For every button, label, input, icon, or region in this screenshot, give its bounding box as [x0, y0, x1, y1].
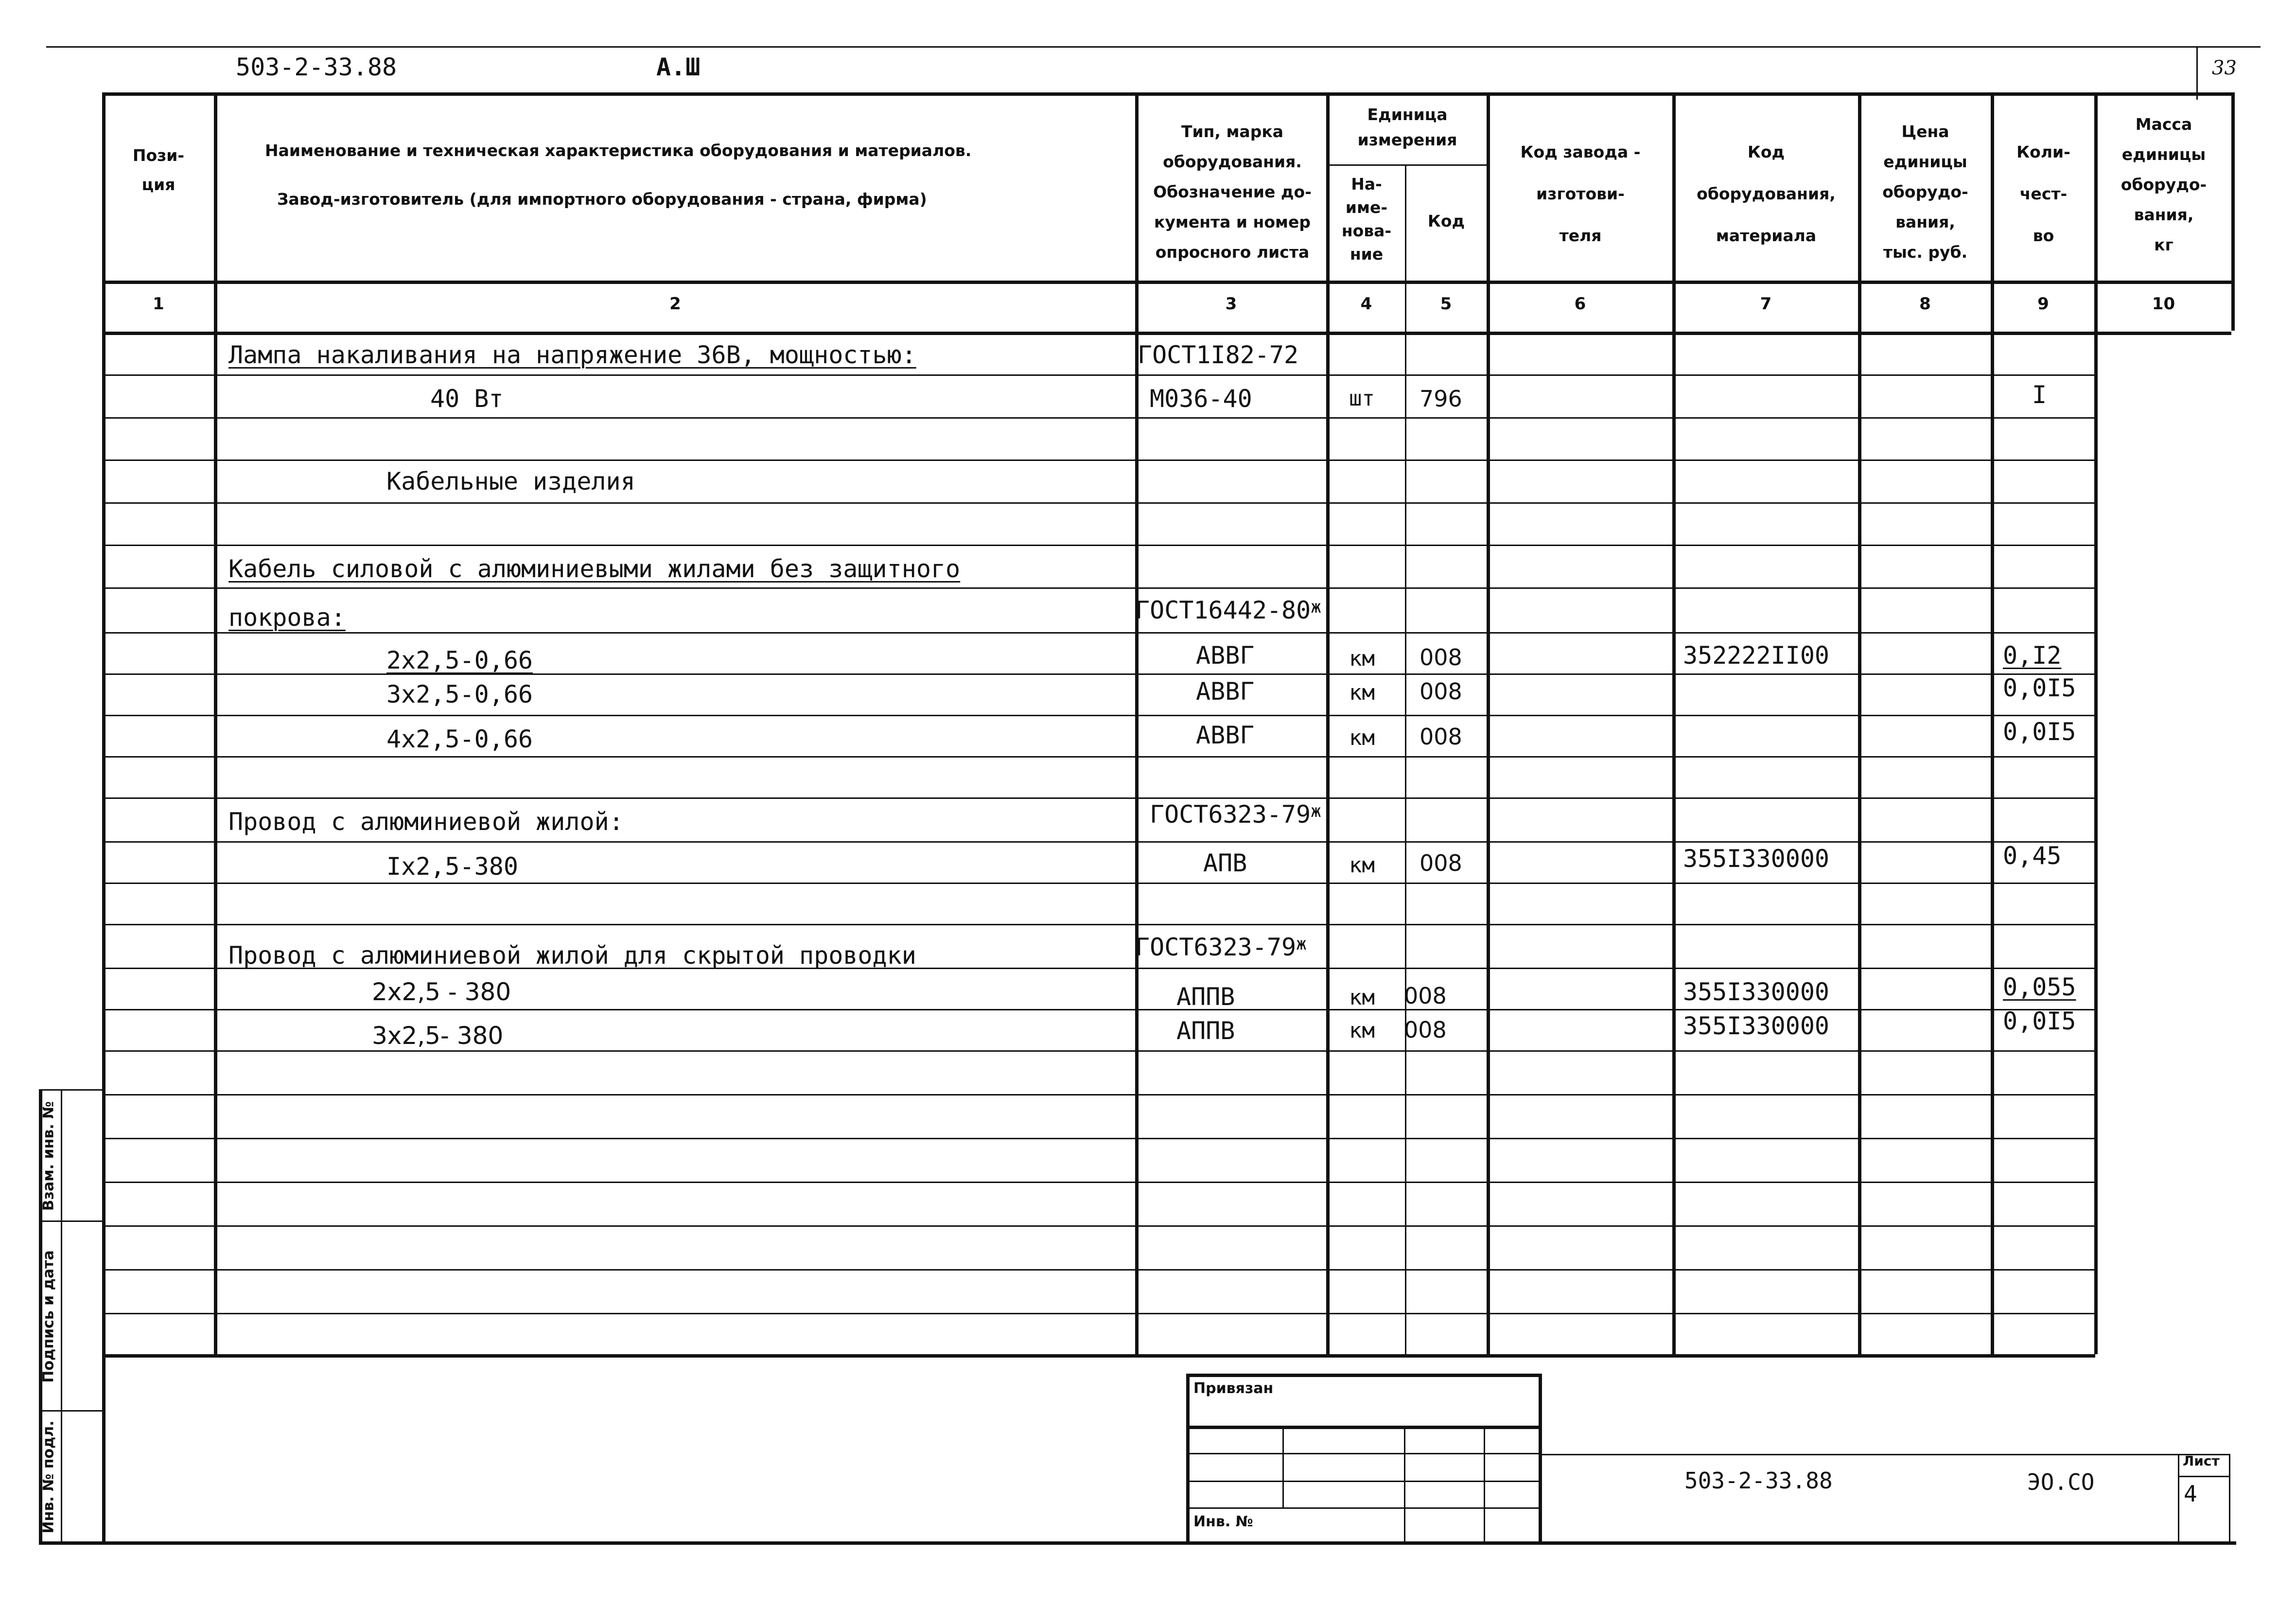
col-num-3: 3: [1225, 294, 1237, 314]
row-1-type: М036-40: [1150, 385, 1252, 413]
col-header-unit-name: На- име- нова- ние: [1341, 175, 1392, 264]
stamp-col-line: [1404, 1426, 1405, 1541]
row-line: [102, 545, 2095, 546]
col-num-5: 5: [1440, 294, 1452, 314]
row-line: [102, 1182, 2095, 1183]
col-line-1: [214, 92, 217, 1354]
row-0-name: Лампа накаливания на напряжение 36В, мощностью:: [228, 341, 916, 369]
row-16-code: 008: [1404, 1017, 1447, 1043]
col-num-7: 7: [1760, 294, 1772, 314]
row-15-unit: км: [1349, 985, 1375, 1010]
col-line-4: [1405, 164, 1406, 1356]
row-line: [102, 1313, 2095, 1314]
col-header-name-line2: Завод-изготовитель (для импортного оборудования - страна, фирма): [277, 190, 927, 209]
row-line: [102, 1269, 2095, 1271]
side-strip-mid-line: [61, 1089, 62, 1541]
stamp-line: [1186, 1453, 1539, 1454]
stamp-col-line: [1282, 1426, 1284, 1508]
row-8-qty: 0,0I5: [2003, 674, 2076, 702]
table-bottom-line: [102, 1354, 2095, 1358]
titleblock-sheet-line: [2178, 1476, 2229, 1477]
doc-code: 503-2-33.88: [236, 53, 397, 81]
titleblock-sheet-number: 4: [2184, 1481, 2197, 1507]
col-header-position: Пози- ция: [132, 146, 185, 194]
col-header-name-line1: Наименование и техническая характеристика оборудования и материалов.: [265, 141, 972, 160]
unit-group-line: [1326, 164, 1487, 166]
row-15-material: 355I330000: [1683, 978, 1830, 1006]
row-12-unit: км: [1349, 853, 1375, 878]
row-7-type: АВВГ: [1196, 641, 1255, 670]
row-16-name: 3х2,5- 380: [372, 1022, 504, 1050]
col-num-9: 9: [2037, 294, 2049, 314]
row-15-name: 2х2,5 - 380: [372, 978, 511, 1006]
row-7-name: 2х2,5-0,66: [386, 646, 533, 674]
top-border: [46, 46, 2261, 48]
stamp-col-line: [1484, 1426, 1485, 1541]
row-line: [102, 883, 2095, 884]
row-3-name: Кабельные изделия: [386, 467, 635, 495]
row-9-unit: км: [1349, 725, 1375, 750]
stamp-inv-label: Инв. №: [1193, 1513, 1253, 1530]
row-line: [102, 924, 2095, 925]
col-header-factory-code: Код завода - изготови- теля: [1520, 142, 1641, 245]
row-1-code: 796: [1420, 386, 1462, 412]
side-label-replaced-inv: Взам. инв. №: [40, 1101, 57, 1211]
row-16-unit: км: [1349, 1018, 1375, 1043]
row-14-name: Провод с алюминиевой жилой для скрытой проводки: [228, 941, 916, 970]
row-15-qty: 0,055: [2003, 973, 2076, 1001]
row-14-type-wrap: [1135, 933, 1307, 962]
row-9-code: 008: [1420, 724, 1462, 750]
sheet-bottom-line: [39, 1541, 2236, 1545]
row-line: [102, 1225, 2095, 1227]
row-7-qty: 0,I2: [2003, 641, 2062, 670]
col-line-7: [1858, 92, 1861, 1354]
titleblock-right-line: [2229, 1454, 2230, 1541]
stamp-line: [1186, 1426, 1539, 1429]
row-11-type-wrap: [1150, 800, 1321, 829]
col-line-9: [2094, 92, 2098, 1354]
row-1-unit: шт: [1349, 386, 1375, 411]
row-line: [102, 841, 2095, 843]
row-8-type: АВВГ: [1196, 677, 1255, 706]
titleblock-doc-code: 503-2-33.88: [1684, 1467, 1833, 1494]
col-header-quantity: Коли- чест- во: [2016, 142, 2070, 245]
col-num-6: 6: [1574, 294, 1586, 314]
row-line: [102, 502, 2095, 504]
row-16-material: 355I330000: [1683, 1012, 1830, 1040]
row-line: [102, 1009, 2095, 1010]
col-num-8: 8: [1919, 294, 1931, 314]
side-strip-line: [39, 1220, 105, 1222]
row-1-qty: I: [2032, 381, 2047, 409]
col-num-10: 10: [2152, 294, 2175, 314]
row-11-type-mark: ж: [1311, 801, 1321, 821]
row-line: [102, 632, 2095, 634]
side-label-signature-date: Подпись и дата: [40, 1250, 57, 1383]
page-number-divider: [2196, 46, 2198, 100]
row-line: [102, 374, 2095, 376]
row-12-code: 008: [1420, 850, 1462, 876]
row-line: [102, 1050, 2095, 1052]
side-label-original-inv: Инв. № подл.: [40, 1420, 57, 1534]
col-line-5: [1487, 92, 1490, 1354]
row-line: [102, 459, 2095, 461]
titleblock-sheet-divider: [2178, 1454, 2179, 1541]
col-header-unit-group: Единица измерения: [1357, 105, 1457, 149]
col-num-4: 4: [1360, 294, 1372, 314]
titleblock-top-line: [1539, 1454, 2229, 1455]
row-8-code: 008: [1420, 678, 1462, 705]
row-16-type: АППВ: [1176, 1017, 1235, 1045]
row-14-type-mark: ж: [1296, 934, 1307, 954]
row-11-name: Провод с алюминиевой жилой:: [228, 808, 624, 836]
row-6-type-mark: ж: [1311, 597, 1321, 617]
row-12-type: АПВ: [1203, 849, 1247, 877]
page-number: 33: [2212, 57, 2237, 79]
row-line: [102, 417, 2095, 419]
row-8-name: 3х2,5-0,66: [386, 680, 533, 708]
stamp-line: [1186, 1481, 1539, 1482]
row-8-unit: км: [1349, 680, 1375, 705]
col-line-6: [1672, 92, 1676, 1354]
row-line: [102, 1138, 2095, 1139]
row-11-type: ГОСТ6323-79: [1150, 800, 1311, 829]
col-line-3: [1326, 92, 1330, 1354]
row-15-code: 008: [1404, 983, 1447, 1009]
row-line: [102, 756, 2095, 758]
row-9-name: 4х2,5-0,66: [386, 725, 533, 753]
row-line: [102, 797, 2095, 799]
col-num-2: 2: [669, 294, 681, 314]
row-0-type: ГОСТ1I82-72: [1138, 341, 1299, 369]
row-9-qty: 0,0I5: [2003, 718, 2076, 746]
col-header-type: Тип, марка оборудования. Обозначение до- кумента и номер опросного листа: [1153, 122, 1312, 262]
row-line: [102, 1094, 2095, 1096]
row-16-qty: 0,0I5: [2003, 1007, 2076, 1035]
row-6-name: покрова:: [228, 603, 346, 632]
col-line-8: [1991, 92, 1994, 1354]
stamp-bound-label: Привязан: [1193, 1380, 1274, 1397]
header-bottom-line: [102, 281, 2231, 284]
row-12-material: 355I330000: [1683, 845, 1830, 873]
col-header-material-code: Код оборудования, материала: [1697, 142, 1836, 245]
titleblock-sheet-label: Лист: [2183, 1453, 2220, 1469]
table-right-border: [2231, 92, 2235, 331]
album-code: А.Ш: [656, 53, 701, 81]
titleblock-section: ЭО.СО: [2027, 1469, 2095, 1495]
row-5-name: Кабель силовой с алюминиевыми жилами без защитного: [228, 555, 961, 583]
row-7-unit: км: [1349, 646, 1375, 671]
col-header-price: Цена единицы оборудо- вания, тыс. руб.: [1882, 122, 1968, 262]
numbers-bottom-line: [102, 332, 2231, 335]
col-header-mass: Масса единицы оборудо- вания, кг: [2121, 115, 2207, 254]
side-strip-line: [39, 1410, 105, 1412]
row-line: [102, 715, 2095, 716]
stamp-top-line: [1186, 1374, 1539, 1377]
row-12-name: Iх2,5-380: [386, 852, 518, 881]
col-num-1: 1: [153, 294, 164, 314]
col-header-unit-code: Код: [1427, 212, 1465, 230]
row-1-name: 40 Вт: [430, 385, 504, 413]
row-9-type: АВВГ: [1196, 721, 1255, 749]
col-line-2: [1135, 92, 1139, 1354]
table-top-border: [102, 92, 2231, 96]
stamp-right-line: [1539, 1374, 1542, 1541]
row-6-type-wrap: [1135, 596, 1321, 625]
row-line: [102, 587, 2095, 589]
row-14-type: ГОСТ6323-79: [1135, 933, 1297, 961]
row-7-material: 352222II00: [1683, 641, 1830, 670]
side-strip-line: [39, 1089, 105, 1091]
row-6-type: ГОСТ16442-80: [1135, 596, 1311, 624]
row-15-type: АППВ: [1176, 983, 1235, 1011]
row-12-qty: 0,45: [2003, 842, 2062, 870]
stamp-line: [1186, 1507, 1539, 1509]
stamp-left-line: [1186, 1374, 1190, 1541]
row-7-code: 008: [1420, 644, 1462, 671]
